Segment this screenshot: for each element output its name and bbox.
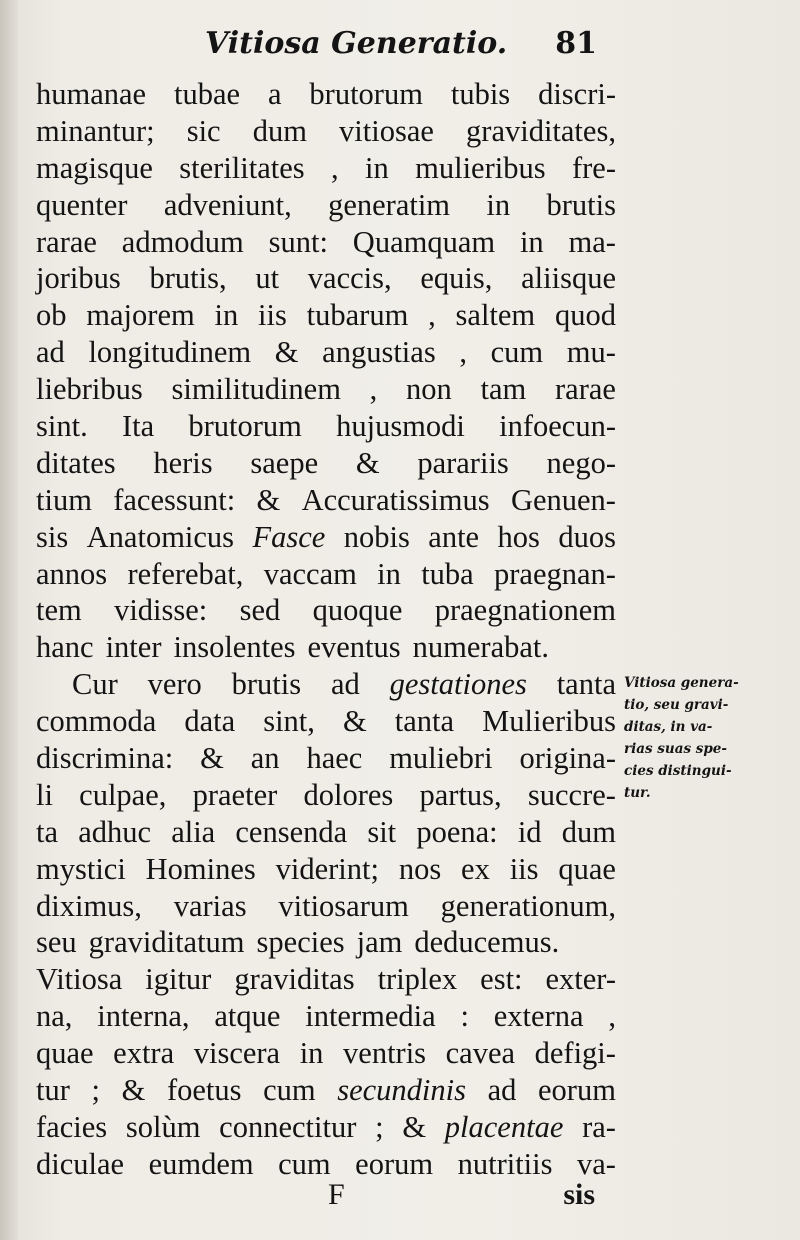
text-line: tem vidisse: sed quoque praegnationem [36, 593, 616, 628]
text-line: humanae tubae a brutorum tubis discri- [36, 77, 616, 111]
page-number: 81 [555, 26, 597, 61]
text-line: discrimina: & an haec muliebri origina- [36, 741, 616, 776]
margin-note-line: Vitiosa genera- [624, 675, 739, 691]
page-gutter-shadow [0, 0, 18, 1240]
catchword: sis [563, 1178, 595, 1211]
body-text [36, 76, 616, 1183]
text-line: minantur; sic dum vitiosae graviditates, [36, 113, 616, 148]
text-line: ditates heris saepe & parariis nego- [36, 445, 616, 480]
margin-note-line: tur. [624, 785, 651, 801]
text-line: ob majorem in iis tubarum , saltem quod [36, 298, 616, 333]
text-line: tur ; & foetus cum secundinis ad eorum [36, 1073, 616, 1108]
text-line: quae extra viscera in ventris cavea defigi- [36, 1036, 616, 1071]
text-line: annos referebat, vaccam in tuba praegnan- [36, 556, 616, 591]
text-line: rarae admodum sunt: Quamquam in ma- [36, 224, 616, 259]
running-title: Vitiosa Generatio. [205, 26, 508, 61]
text-line: ad longitudinem & angustias , cum mu- [36, 335, 616, 370]
text-line: diculae eumdem cum eorum nutritiis va- [36, 1146, 616, 1181]
margin-note-line: cies distingui- [624, 763, 732, 779]
margin-note [624, 672, 794, 804]
text-line: commoda data sint, & tanta Mulieribus [36, 704, 616, 739]
text-line: magisque sterilitates , in mulieribus fre- [36, 150, 616, 185]
text-line: hanc inter insolentes eventus numerabat. [36, 630, 549, 665]
text-line: diximus, varias vitiosarum generationum, [36, 888, 616, 923]
page-header [40, 26, 615, 70]
text-line: ta adhuc alia censenda sit poena: id dum [36, 814, 616, 849]
text-line: Cur vero brutis ad gestationes tanta [72, 667, 616, 702]
margin-note-line: tio, seu gravi- [624, 697, 729, 713]
text-line: seu graviditatum species jam deducemus. [36, 925, 560, 960]
margin-note-line: ditas, in va- [624, 719, 713, 735]
text-line: na, interna, atque intermedia : externa , [36, 999, 616, 1034]
signature-mark: F [328, 1178, 345, 1211]
text-line: Vitiosa igitur graviditas triplex est: exter- [36, 962, 616, 997]
text-line: sis Anatomicus Fasce nobis ante hos duos [36, 519, 616, 554]
text-line: joribus brutis, ut vaccis, equis, aliisque [36, 261, 616, 296]
text-line: mystici Homines viderint; nos ex iis quae [36, 851, 616, 886]
margin-note-line: rias suas spe- [624, 741, 727, 757]
text-line: liebribus similitudinem , non tam rarae [36, 372, 616, 407]
text-line: li culpae, praeter dolores partus, succre- [36, 777, 616, 812]
text-line: sint. Ita brutorum hujusmodi infoecun- [36, 409, 616, 444]
text-line: quenter adveniunt, generatim in brutis [36, 187, 616, 222]
text-line: tium facessunt: & Accuratissimus Genuen- [36, 482, 616, 517]
text-line: facies solùm connectitur ; & placentae ra- [36, 1109, 616, 1144]
page-footer [40, 1178, 615, 1218]
